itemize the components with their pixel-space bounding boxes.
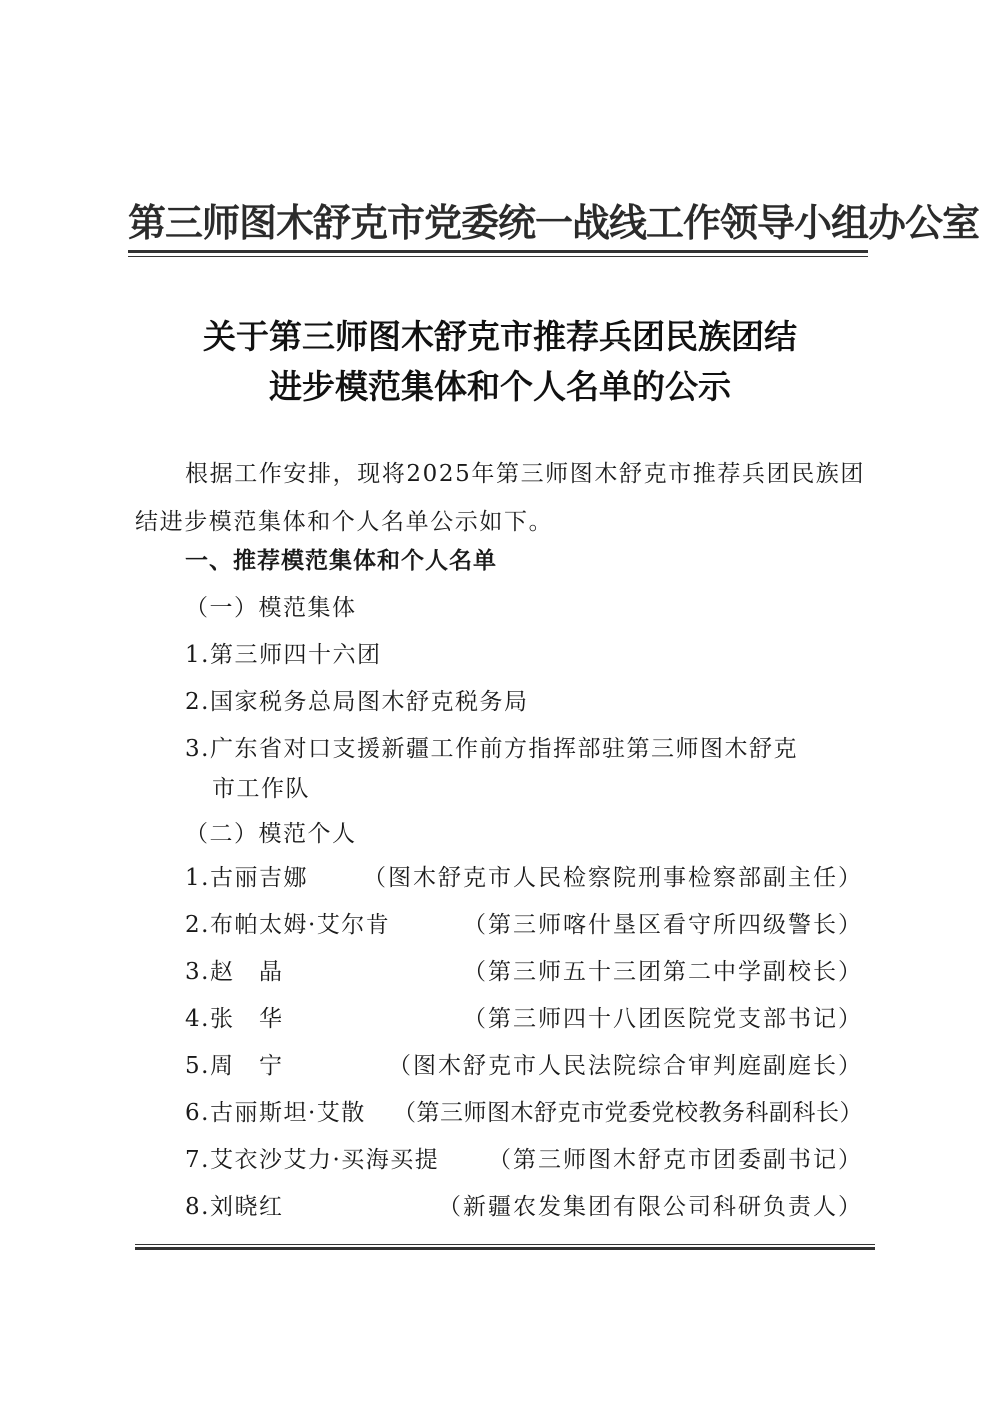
- individual-name: 1.古丽吉娜: [185, 865, 308, 891]
- individual-name: 3.赵 晶: [185, 959, 284, 985]
- individual-name: 7.艾衣沙艾力·买海买提: [185, 1147, 440, 1173]
- collective-item: 1.第三师四十六团: [185, 642, 382, 668]
- collective-item: 3.广东省对口支援新疆工作前方指挥部驻第三师图木舒克: [185, 736, 798, 762]
- document-title-line-2: 进步模范集体和个人名单的公示: [269, 367, 731, 406]
- individual-position: （图木舒克市人民检察院刑事检察部副主任）: [363, 865, 863, 891]
- individual-name: 4.张 华: [185, 1006, 284, 1032]
- header-rule-thin: [128, 256, 868, 257]
- individual-position: （第三师喀什垦区看守所四级警长）: [463, 912, 863, 938]
- individual-position: （新疆农发集团有限公司科研负责人）: [438, 1194, 863, 1220]
- document-title: [100, 312, 900, 412]
- issuing-organization-header: 第三师图木舒克市党委统一战线工作领导小组办公室: [128, 200, 980, 245]
- individual-row: [185, 909, 863, 941]
- header-rule-thick: [128, 250, 868, 253]
- document-title-line-1: 关于第三师图木舒克市推荐兵团民族团结: [203, 317, 797, 356]
- individual-row: [185, 862, 863, 894]
- individual-row: [185, 1050, 863, 1082]
- individual-position: （第三师四十八团医院党支部书记）: [463, 1006, 863, 1032]
- subsection-heading-model-individuals: （二）模范个人: [185, 821, 357, 847]
- individual-name: 5.周 宁: [185, 1053, 284, 1079]
- individual-row: [185, 1097, 863, 1129]
- individual-row: [185, 956, 863, 988]
- collective-item: 2.国家税务总局图木舒克税务局: [185, 689, 529, 715]
- subsection-heading-model-collectives: （一）模范集体: [185, 595, 357, 621]
- individual-position: （第三师图木舒克市团委副书记）: [488, 1147, 863, 1173]
- individual-row: [185, 1003, 863, 1035]
- individual-row: [185, 1191, 863, 1223]
- individual-position: （第三师五十三团第二中学副校长）: [463, 959, 863, 985]
- collective-item-continuation: 市工作队: [212, 776, 310, 802]
- footer-rule-thin: [135, 1244, 875, 1245]
- individual-position: （图木舒克市人民法院综合审判庭副庭长）: [388, 1053, 863, 1079]
- individual-row: [185, 1144, 863, 1176]
- footer-rule-thick: [135, 1247, 875, 1250]
- header-double-rule: [128, 250, 868, 258]
- individual-name: 2.布帕太姆·艾尔肯: [185, 912, 391, 938]
- footer-double-rule: [135, 1244, 875, 1252]
- section-heading-recommended-list: 一、推荐模范集体和个人名单: [185, 548, 497, 574]
- individual-position: （第三师图木舒克市党委党校教务科副科长）: [393, 1100, 863, 1126]
- individual-name: 6.古丽斯坦·艾散: [185, 1100, 366, 1126]
- intro-paragraph: 根据工作安排，现将2025年第三师图木舒克市推荐兵团民族团结进步模范集体和个人名单公示如下。: [135, 461, 865, 535]
- individual-name: 8.刘晓红: [185, 1194, 284, 1220]
